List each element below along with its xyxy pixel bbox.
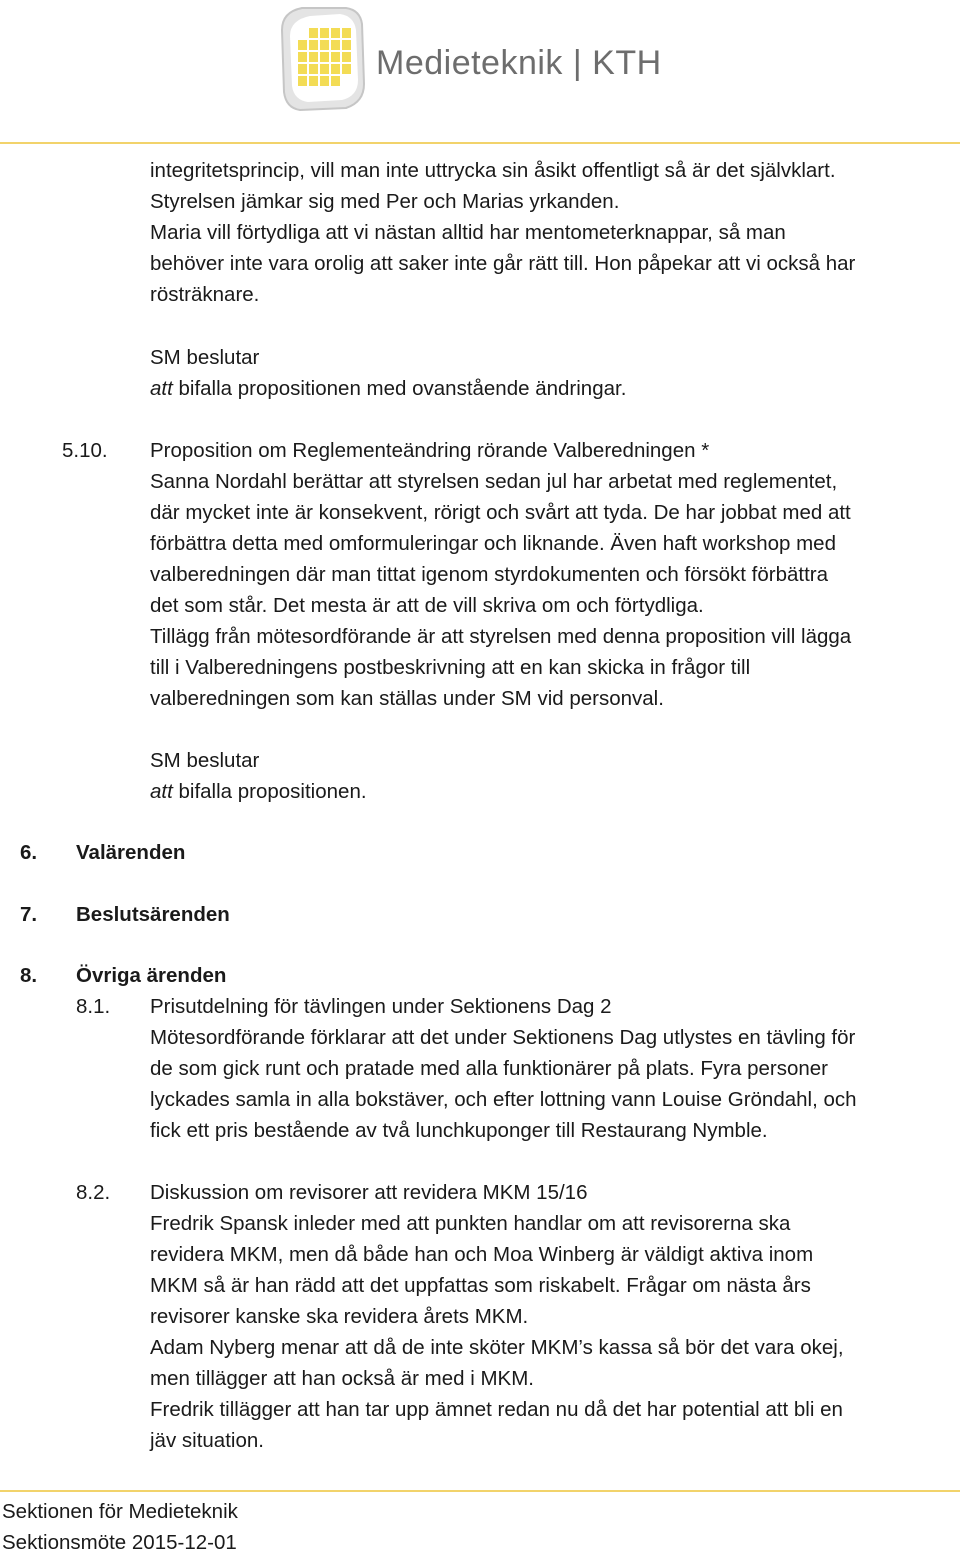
text-line: Sanna Nordahl berättar att styrelsen sedan jul har arbetat med reglementet, [150,470,838,493]
decision-text [150,776,960,807]
item-number-8-2: 8.2. [76,1181,111,1204]
item-title: Proposition om Reglementeändring rörande Valberedningen * [150,439,710,462]
decision-body: bifalla propositionen. [172,780,367,803]
text-line: till i Valberedningens postbeskrivning att en kan skicka in frågor till [150,656,751,679]
section-title: Valärenden [76,841,186,864]
item-number-8-1: 8.1. [76,995,111,1018]
text-line: Adam Nyberg menar att då de inte sköter MKM’s kassa så bör det vara okej, [150,1336,844,1359]
section-heading-7 [20,899,230,930]
section-heading-6 [20,837,185,868]
text-line: valberedningen där man tittat igenom styrdokumenten och försökt förbättra [150,563,829,586]
text-line: behöver inte vara orolig att saker inte går rätt till. Hon påpekar att vi också har [150,252,856,275]
text-line: de som gick runt och pratade med alla funktionärer på plats. Fyra personer [150,1057,828,1080]
header-logo [280,6,700,114]
text-line: Maria vill förtydliga att vi nästan alltid har mentometerknappar, så man [150,221,786,244]
item-number-5-10: 5.10. [62,439,108,462]
decision-att: att [150,377,173,400]
footer-meeting: Sektionsmöte 2015-12-01 [2,1531,237,1554]
logo-wordmark: Medieteknik | KTH [376,44,662,82]
text-line: Fredrik tillägger att han tar upp ämnet redan nu då det har potential att bli en [150,1398,843,1421]
section-number: 7. [20,903,38,926]
section-title: Beslutsärenden [76,903,230,926]
section-number: 8. [20,964,38,987]
text-line: MKM så är han rädd att det uppfattas som riskabelt. Frågar om nästa års [150,1274,811,1297]
item-title: Prisutdelning för tävlingen under Sektionens Dag 2 [150,995,612,1018]
text-line: lyckades samla in alla bokstäver, och efter lottning vann Louise Gröndahl, och [150,1088,857,1111]
text-line: revisorer kanske ska revidera årets MKM. [150,1305,529,1328]
text-line: Tillägg från mötesordförande är att styrelsen med denna proposition vill lägga [150,625,852,648]
decision-att: att [150,780,173,803]
page-footer [2,1496,238,1558]
section-number: 6. [20,841,38,864]
intro-paragraph [150,155,960,310]
text-line: revidera MKM, men då både han och Moa Winberg är väldigt aktiva inom [150,1243,814,1266]
decision-label: SM beslutar [150,749,260,772]
decision-body: bifalla propositionen med ovanstående ändringar. [172,377,627,400]
text-line: men tillägger att han också är med i MKM. [150,1367,534,1390]
medieteknik-logo-icon [280,6,366,112]
text-line: fick ett pris bestående av två lunchkuponger till Restaurang Nymble. [150,1119,768,1142]
decision-text [150,373,960,404]
text-line: Styrelsen jämkar sig med Per och Marias yrkanden. [150,190,620,213]
text-line: rösträknare. [150,283,260,306]
decision-label: SM beslutar [150,346,260,369]
text-line: där mycket inte är konsekvent, rörigt och svårt att tyda. De har jobbat med att [150,501,851,524]
intro-decision [150,342,960,404]
item-8-1-paragraph [150,991,960,1146]
item-5-10-paragraph [150,435,960,714]
item-title: Diskussion om revisorer att revidera MKM 15/16 [150,1181,588,1204]
text-line: förbättra detta med omformuleringar och liknande. Även haft workshop med [150,532,836,555]
footer-organization: Sektionen för Medieteknik [2,1500,238,1523]
text-line: valberedningen som kan ställas under SM vid personval. [150,687,664,710]
text-line: integritetsprincip, vill man inte uttrycka sin åsikt offentligt så är det självklart. [150,159,836,182]
item-8-2-paragraph [150,1177,960,1456]
section-heading-8 [20,960,226,991]
text-line: Fredrik Spansk inleder med att punkten handlar om att revisorerna ska [150,1212,791,1235]
item-5-10-decision [150,745,960,807]
header-rule [0,142,960,144]
text-line: jäv situation. [150,1429,264,1452]
text-line: Mötesordförande förklarar att det under Sektionens Dag utlystes en tävling för [150,1026,856,1049]
text-line: det som står. Det mesta är att de vill skriva om och förtydliga. [150,594,704,617]
section-title: Övriga ärenden [76,964,227,987]
footer-rule [0,1490,960,1492]
